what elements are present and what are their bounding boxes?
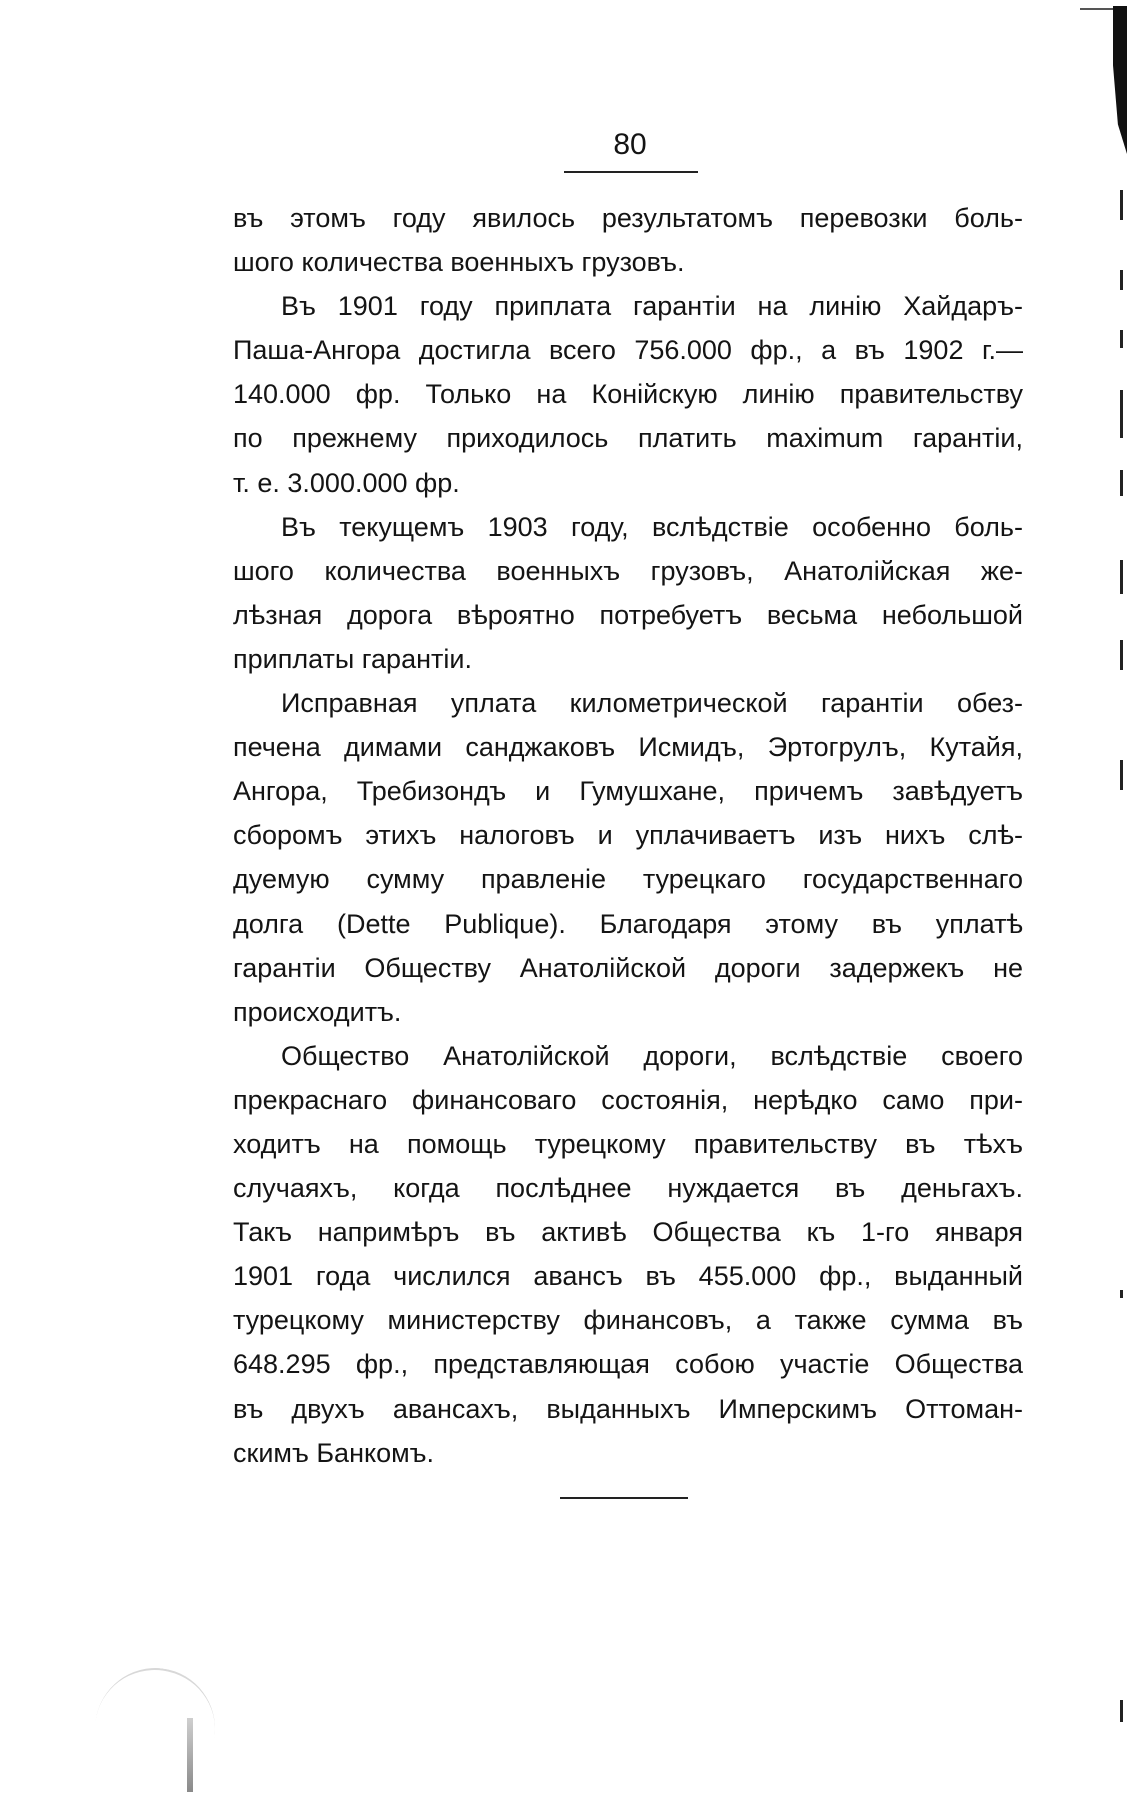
body-text xyxy=(233,196,1023,1475)
text-line: долга (Dette Publique). Благодаря этому въ уплатѣ xyxy=(233,908,1023,939)
scan-edge-tick xyxy=(1120,760,1123,790)
text-line: въ этомъ году явилось результатомъ перевозки боль- xyxy=(233,203,1023,233)
text-line: въ двухъ авансахъ, выданныхъ Имперскимъ Оттоман- xyxy=(233,1393,1023,1424)
text-line: 140.000 фр. Только на Конійскую линію правительству xyxy=(233,379,1023,410)
scan-edge-mark xyxy=(1113,6,1127,154)
scan-edge-tick xyxy=(1120,190,1123,220)
scan-smudge xyxy=(87,1660,223,1798)
text-line: скимъ Банкомъ. xyxy=(233,1437,435,1468)
scan-edge-tick xyxy=(1120,390,1123,438)
text-line: сборомъ этихъ налоговъ и уплачиваетъ изъ нихъ слѣ- xyxy=(233,820,1023,851)
text-line: Исправная уплата километрической гарантіи обез- xyxy=(281,688,1023,719)
text-line: Въ 1901 году приплата гарантіи на линію Хайдаръ- xyxy=(281,291,1023,322)
text-line: приплаты гарантіи. xyxy=(233,643,472,674)
end-rule xyxy=(560,1497,688,1499)
text-line: шого количества военныхъ грузовъ, Анатолійская же- xyxy=(233,555,1023,586)
scan-edge-tick xyxy=(1120,640,1123,670)
scan-edge-tick xyxy=(1120,1700,1123,1722)
text-line: 648.295 фр., представляющая собою участіе Общества xyxy=(233,1349,1023,1380)
page-number-rule xyxy=(564,171,698,173)
text-line: Паша-Ангора достигла всего 756.000 фр., а въ 1902 г.— xyxy=(233,335,1023,366)
text-line: 1901 года числился авансъ въ 455.000 фр., выданный xyxy=(233,1261,1023,1292)
text-line: по прежнему приходилось платить maximum гарантіи, xyxy=(233,423,1023,454)
text-line: гарантіи Обществу Анатолійской дороги задержекъ не xyxy=(233,952,1023,983)
text-line: случаяхъ, когда послѣднее нуждается въ деньгахъ. xyxy=(233,1173,1023,1204)
text-line: печена димами санджаковъ Исмидъ, Эртогрулъ, Кутайя, xyxy=(233,732,1023,763)
text-line: дуемую сумму правленіе турецкаго государственнаго xyxy=(233,864,1023,895)
text-line: ходитъ на помощь турецкому правительству въ тѣхъ xyxy=(233,1128,1023,1159)
text-line: Ангора, Требизондъ и Гумушхане, причемъ завѣдуетъ xyxy=(233,776,1023,807)
scan-edge-tick xyxy=(1120,1290,1123,1298)
scan-edge-tick xyxy=(1120,470,1123,496)
scan-edge-tick xyxy=(1120,330,1123,348)
text-line: т. е. 3.000.000 фр. xyxy=(233,467,460,498)
scan-smudge-bar xyxy=(187,1718,193,1792)
text-line: турецкому министерству финансовъ, а также сумма въ xyxy=(233,1305,1023,1336)
scan-edge-tick xyxy=(1120,270,1123,290)
scan-edge-tick xyxy=(1120,560,1123,594)
text-line: лѣзная дорога вѣроятно потребуетъ весьма небольшой xyxy=(233,599,1023,630)
page-number: 80 xyxy=(613,128,647,161)
text-line: Такъ напримѣръ въ активѣ Общества къ 1-го января xyxy=(233,1217,1023,1248)
text-line: Общество Анатолійской дороги, вслѣдствіе своего xyxy=(281,1040,1023,1071)
text-line: Въ текущемъ 1903 году, вслѣдствіе особенно боль- xyxy=(281,511,1023,542)
text-line: прекраснаго финансоваго состоянія, нерѣдко само при- xyxy=(233,1084,1023,1115)
text-line: происходитъ. xyxy=(233,996,402,1027)
text-line: шого количества военныхъ грузовъ. xyxy=(233,247,685,278)
